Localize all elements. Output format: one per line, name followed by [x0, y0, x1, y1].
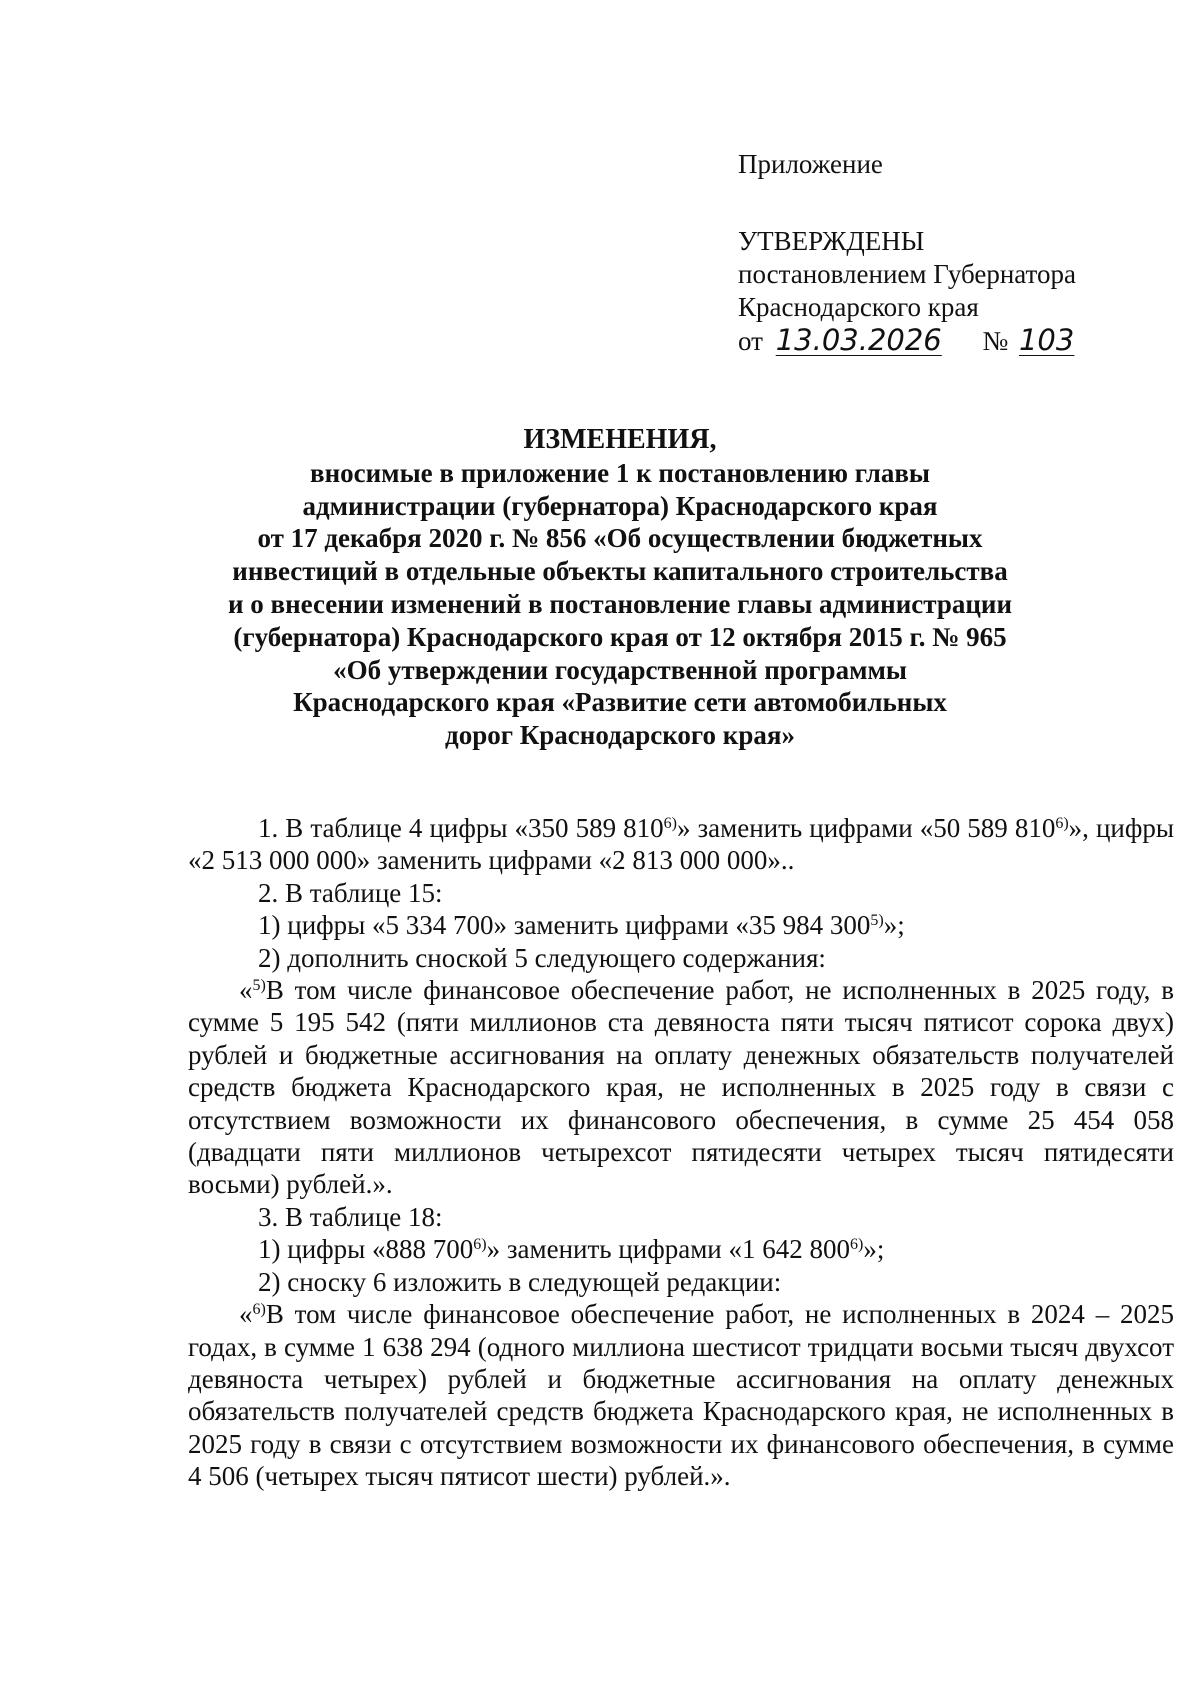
document-title	[180, 424, 1060, 752]
number-sign: №	[982, 326, 1009, 356]
item-2-paragraph: 2. В таблице 15:	[258, 877, 443, 908]
footnote-ref: 6)	[850, 1236, 864, 1254]
title-line: от 17 декабря 2020 г. № 856 «Об осуществлении бюджетных	[257, 523, 983, 554]
item-2-1-paragraph	[188, 909, 1174, 941]
handwritten-number: 103	[1018, 323, 1075, 357]
item-3-1-text-c: »;	[863, 1234, 885, 1265]
title-line: и о внесении изменений в постановление главы администрации	[227, 588, 1013, 619]
approved-by-line-1: постановлением Губернатора	[738, 259, 1076, 289]
handwritten-date: 13.03.2026	[775, 323, 942, 357]
item-3-1-text-a: 1) цифры «888 700	[258, 1234, 474, 1265]
title-heading: ИЗМЕНЕНИЯ,	[523, 424, 717, 455]
quote-open: «	[239, 1299, 253, 1330]
date-prefix: от	[738, 326, 763, 356]
footnote-5-paragraph	[188, 974, 1174, 1201]
item-1-text-a: 1. В таблице 4 цифры «350 589 810	[258, 813, 664, 843]
footnote-6-text: В том числе финансовое обеспечение работ, не исполненных в 2024 – 2025 годах, в сумме 1 638 294 (одного миллиона шестисот тридцати восьми тысяч двухсот девяноста четырех) рублей и бюджетные ассигнования на оплату денежных обязательств получателей средств бюджета Краснодарского края, не исполненных в 2025 году в связи с отсутствием возможности их финансового обеспечения, в сумме 4 506 (четырех тысяч пятисот шести) рублей.».	[188, 1299, 1174, 1492]
item-2-2-paragraph: 2) дополнить сноской 5 следующего содержания:	[258, 942, 826, 973]
quote-open: «	[239, 975, 253, 1006]
title-line: Краснодарского края «Развитие сети автомобильных	[293, 687, 947, 718]
title-line: (губернатора) Краснодарского края от 12 октября 2015 г. № 965	[233, 621, 1007, 652]
footnote-ref: 5)	[870, 912, 884, 930]
footnote-mark: 6)	[252, 1301, 266, 1319]
appendix-label: Приложение	[738, 149, 883, 179]
approved-by-line-2: Краснодарского края	[738, 292, 979, 322]
title-line: администрации (губернатора) Краснодарского края	[302, 490, 938, 521]
footnote-ref: 6)	[1055, 815, 1069, 832]
item-3-1-paragraph	[188, 1233, 1174, 1265]
approved-label: УТВЕРЖДЕНЫ	[738, 226, 925, 256]
item-3-paragraph: 3. В таблице 18:	[258, 1201, 443, 1232]
item-2-1-text-b: »;	[883, 910, 905, 941]
item-2-1-text-a: 1) цифры «5 334 700» заменить цифрами «35 984 300	[258, 910, 871, 941]
title-line: дорог Краснодарского края»	[445, 720, 795, 751]
title-line: «Об утверждении государственной программы	[333, 654, 907, 685]
item-3-2-paragraph: 2) сноску 6 изложить в следующей редакции:	[258, 1266, 782, 1297]
approval-block	[738, 148, 1158, 358]
footnote-mark: 5)	[252, 977, 266, 995]
footnote-ref: 6)	[473, 1236, 487, 1254]
item-1-paragraph	[188, 812, 1174, 877]
footnote-6-paragraph	[188, 1298, 1174, 1492]
document-body	[188, 812, 1174, 1493]
title-line: вносимые в приложение 1 к постановлению главы	[310, 457, 930, 488]
item-1-text-c: », цифры «2 513 000 000» заменить цифрами «2 813 000 000»..	[188, 813, 1174, 876]
approval-date-line	[738, 324, 1158, 358]
footnote-ref: 6)	[663, 815, 677, 832]
footnote-5-text: В том числе финансовое обеспечение работ, не исполненных в 2025 году, в сумме 5 195 542 (пяти миллионов ста девяноста пяти тысяч пятисот сорока двух) рублей и бюджетные ассигнования на оплату денежных обязательств получателей средств бюджета Краснодарского края, не исполненных в 2025 году в связи с отсутствием возможности их финансового обеспечения, в сумме 25 454 058 (двадцати пяти миллионов четырехсот пятидесяти четырех тысяч пятидесяти восьми) рублей.».	[188, 975, 1174, 1200]
item-1-text-b: » заменить цифрами «50 589 810	[676, 813, 1056, 843]
item-3-1-text-b: » заменить цифрами «1 642 800	[486, 1234, 851, 1265]
title-line: инвестиций в отдельные объекты капитального строительства	[232, 556, 1008, 587]
